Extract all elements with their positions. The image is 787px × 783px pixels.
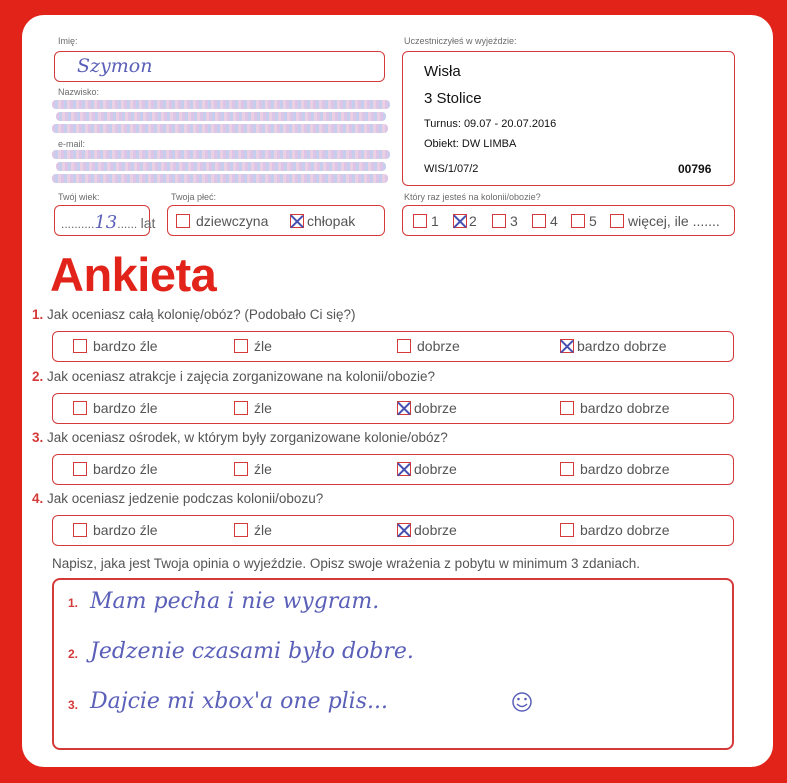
option-dobrze[interactable]: dobrze [397,522,457,538]
trip-label: Uczestniczyłeś w wyjeździe: [404,36,517,46]
checked-checkbox-icon[interactable] [453,214,467,228]
opinion-line-1: Mam pecha i nie wygram. [90,589,380,614]
option-bardzo-dobrze[interactable]: bardzo dobrze [560,461,670,477]
checkbox-icon[interactable] [234,401,248,415]
gender-label: Twoja płeć: [171,192,217,202]
times-field [402,205,735,236]
times-option-2[interactable]: 2 [453,213,477,229]
age-label: Twój wiek: [58,192,100,202]
opinion-line-number: 3. [68,698,79,712]
answer-row-2 [52,393,734,424]
age-value: 13 [94,212,118,233]
opinion-textarea[interactable] [52,578,734,750]
trip-turnus: Turnus: 09.07 - 20.07.2016 [424,118,557,130]
option-zle[interactable]: źle [234,338,272,354]
checkbox-icon[interactable] [73,401,87,415]
opinion-line-2: Jedzenie czasami było dobre. [90,639,414,664]
checked-checkbox-icon[interactable] [560,339,574,353]
opinion-line-3: Dajcie mi xbox'a one plis... [90,689,388,714]
option-bardzo-zle[interactable]: bardzo źle [73,400,158,416]
times-option-3[interactable]: 3 [492,213,518,229]
trip-number: 00796 [678,162,712,176]
question-3: 3. Jak oceniasz ośrodek, w którym były zorganizowane kolonie/obóz? [32,430,448,445]
question-1: 1. Jak oceniasz całą kolonię/obóz? (Podobało Ci się?) [32,307,356,322]
option-bardzo-zle[interactable]: bardzo źle [73,338,158,354]
trip-destination: Wisła [424,63,461,80]
checkbox-icon[interactable] [397,339,411,353]
checkbox-icon[interactable] [73,462,87,476]
checkbox-icon[interactable] [73,339,87,353]
answer-row-1 [52,331,734,362]
checkbox-icon[interactable] [610,214,624,228]
trip-obiekt: Obiekt: DW LIMBA [424,138,517,150]
age-unit: lat [140,215,156,231]
checkbox-icon[interactable] [234,523,248,537]
checked-checkbox-icon[interactable] [290,214,304,228]
trip-info-box [402,51,735,186]
checkbox-icon[interactable] [413,214,427,228]
question-4: 4. Jak oceniasz jedzenie podczas kolonii/obozu? [32,491,324,506]
times-option-4[interactable]: 4 [532,213,558,229]
checkbox-icon[interactable] [492,214,506,228]
trip-program: 3 Stolice [424,90,482,107]
option-dobrze[interactable]: dobrze [397,338,460,354]
age-field[interactable] [54,205,156,236]
option-bardzo-dobrze[interactable]: bardzo dobrze [560,522,670,538]
checkbox-icon[interactable] [560,462,574,476]
checkbox-icon[interactable] [571,214,585,228]
option-dobrze[interactable]: dobrze [397,461,457,477]
checked-checkbox-icon[interactable] [397,462,411,476]
option-zle[interactable]: źle [234,400,272,416]
option-dobrze[interactable]: dobrze [397,400,457,416]
question-2: 2. Jak oceniasz atrakcje i zajęcia zorganizowane na kolonii/obozie? [32,369,436,384]
checkbox-icon[interactable] [234,462,248,476]
checkbox-icon[interactable] [560,523,574,537]
checked-checkbox-icon[interactable] [397,523,411,537]
opinion-prompt: Napisz, jaka jest Twoja opinia o wyjeździe. Opisz swoje wrażenia z pobytu w minimum 3 zdaniach. [52,556,641,571]
option-bardzo-dobrze[interactable]: bardzo dobrze [560,400,670,416]
option-bardzo-zle[interactable]: bardzo źle [73,522,158,538]
checkbox-icon[interactable] [234,339,248,353]
gender-option-boy[interactable]: chłopak [290,213,355,229]
checked-checkbox-icon[interactable] [397,401,411,415]
email-label: e-mail: [58,139,86,149]
checkbox-icon[interactable] [532,214,546,228]
option-zle[interactable]: źle [234,461,272,477]
name-value: Szymon [77,55,153,77]
times-label: Który raz jesteś na kolonii/obozie? [404,192,541,202]
smiley-icon [510,688,534,716]
name-label: Imię: [58,36,78,46]
checkbox-icon[interactable] [560,401,574,415]
answer-row-3 [52,454,734,485]
age-dots-right: ...... [117,217,138,231]
survey-title: Ankieta [50,248,217,301]
checkbox-icon[interactable] [73,523,87,537]
gender-field [167,205,385,236]
answer-row-4 [52,515,734,546]
option-zle[interactable]: źle [234,522,272,538]
option-bardzo-dobrze[interactable]: bardzo dobrze [560,338,667,354]
times-option-5[interactable]: 5 [571,213,597,229]
opinion-line-number: 1. [68,596,79,610]
trip-code: WIS/1/07/2 [424,163,479,175]
times-option-more[interactable]: więcej, ile ....... [610,213,720,229]
age-dots-left: .......... [61,217,95,231]
option-bardzo-zle[interactable]: bardzo źle [73,461,158,477]
checkbox-icon[interactable] [176,214,190,228]
name-field[interactable] [54,51,385,82]
times-option-1[interactable]: 1 [413,213,439,229]
gender-option-girl[interactable]: dziewczyna [176,213,268,229]
surname-label: Nazwisko: [58,87,100,97]
opinion-line-number: 2. [68,647,79,661]
